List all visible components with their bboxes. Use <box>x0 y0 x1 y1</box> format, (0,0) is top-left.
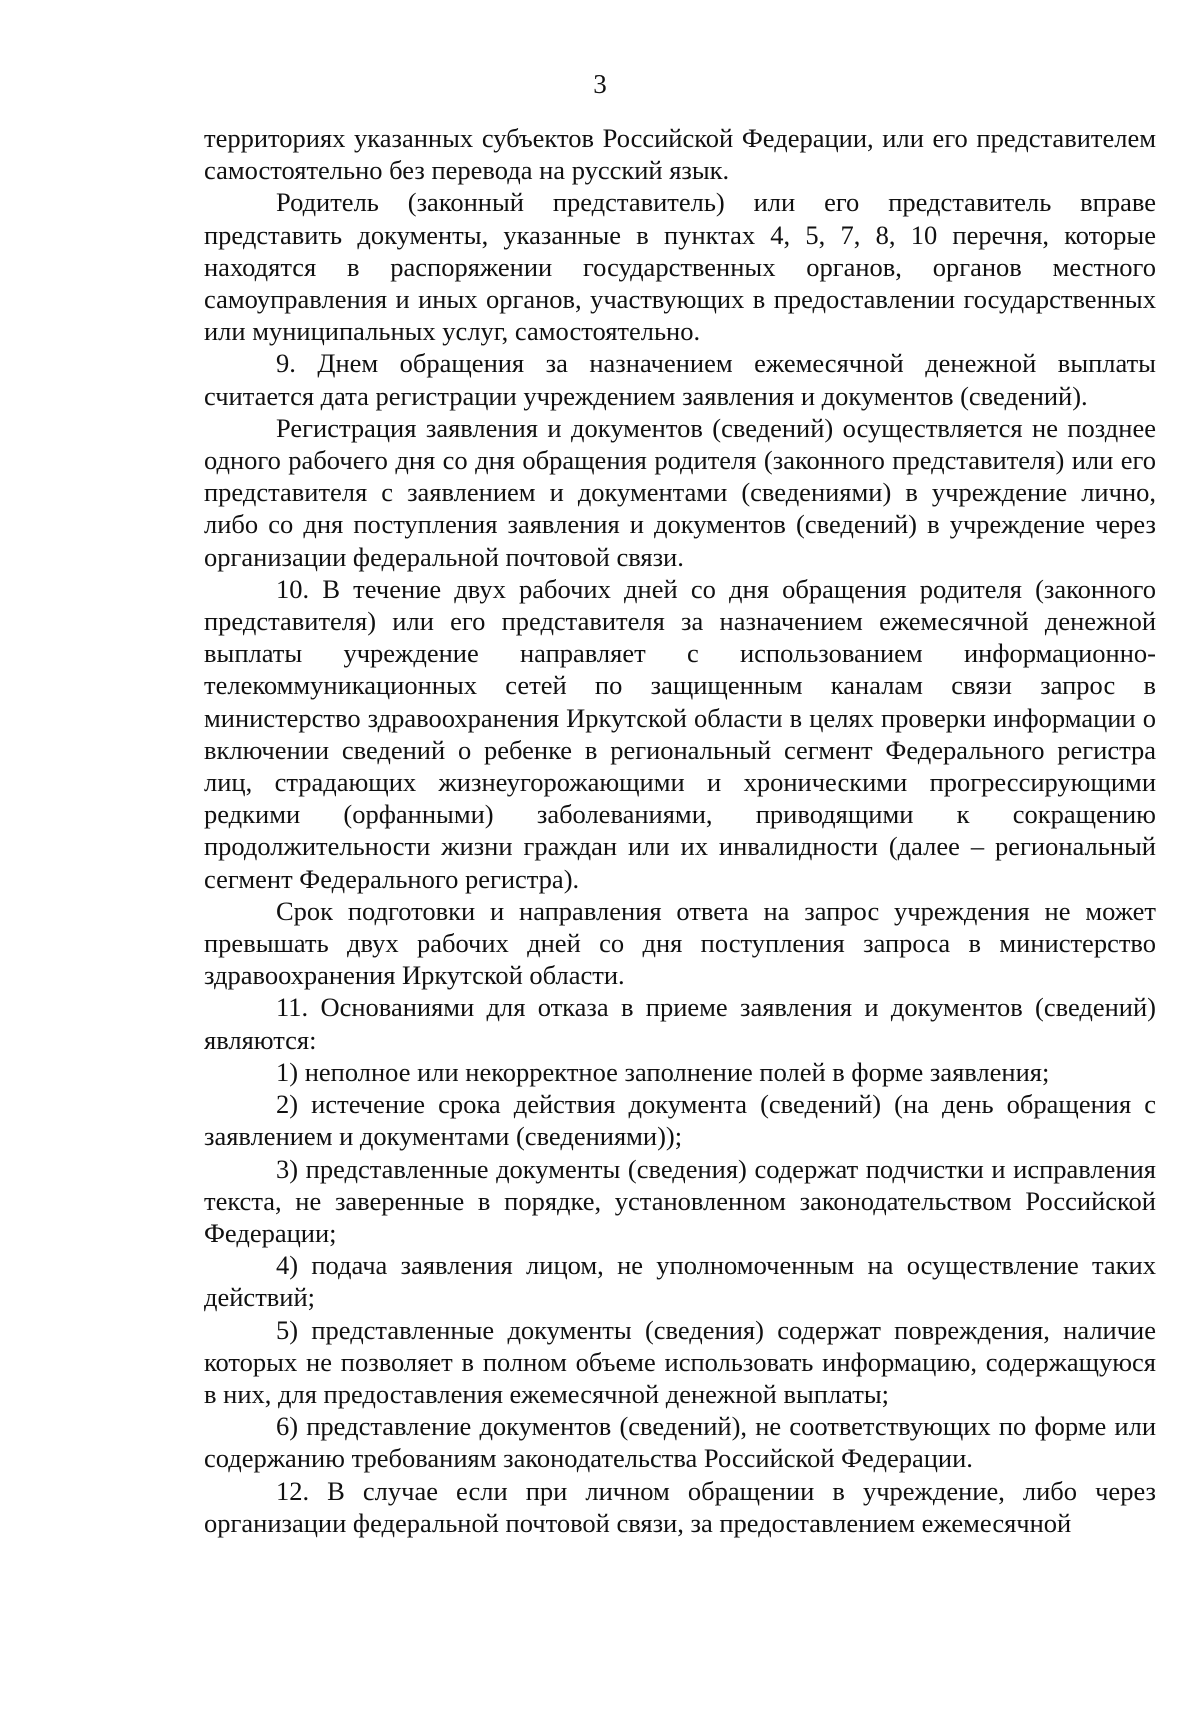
list-item: 4) подача заявления лицом, не уполномоченным на осуществление таких действий; <box>204 1250 1156 1313</box>
document-body <box>204 122 1156 1539</box>
list-item: 2) истечение срока действия документа (сведений) (на день обращения с заявлением и документами (сведениями)); <box>204 1089 1156 1152</box>
list-item: 3) представленные документы (сведения) содержат подчистки и исправления текста, не заверенные в порядке, установленном законодательством Российской Федерации; <box>204 1153 1156 1248</box>
list-item: 6) представление документов (сведений), не соответствующих по форме или содержанию требованиям законодательства Российской Федерации. <box>204 1411 1156 1474</box>
paragraph: 11. Основаниями для отказа в приеме заявления и документов (сведений) являются: <box>204 992 1156 1055</box>
list-item: 5) представленные документы (сведения) содержат повреждения, наличие которых не позволяет в полном объеме использовать информацию, содержащуюся в них, для предоставления ежемесячной денежной выплаты; <box>204 1314 1156 1409</box>
paragraph: Родитель (законный представитель) или его представитель вправе представить документы, указанные в пунктах 4, 5, 7, 8, 10 перечня, которые находятся в распоряжении государственных органов, органов местного самоуправления и иных органов, участвующих в предоставлении государственных или муниципальных услуг, самостоятельно. <box>204 187 1156 347</box>
page-number: 3 <box>593 69 607 99</box>
list-item: 1) неполное или некорректное заполнение полей в форме заявления; <box>276 1056 1050 1087</box>
paragraph: территориях указанных субъектов Российской Федерации, или его представителем самостоятельно без перевода на русский язык. <box>204 123 1156 186</box>
paragraph: 10. В течение двух рабочих дней со дня обращения родителя (законного представителя) или его представителя за назначением ежемесячной денежной выплаты учреждение направляет с использованием информационно-телекоммуникационных сетей по защищенным каналам связи запрос в министерство здравоохранения Иркутской области в целях проверки информации о включении сведений о ребенке в региональный сегмент Федерального регистра лиц, страдающих жизнеугорожающими и хроническими прогрессирующими редкими (орфанными) заболеваниями, приводящими к сокращению продолжительности жизни граждан или их инвалидности (далее – региональный сегмент Федерального регистра). <box>204 573 1156 894</box>
paragraph: 9. Днем обращения за назначением ежемесячной денежной выплаты считается дата регистрации учреждением заявления и документов (сведений). <box>204 348 1156 411</box>
paragraph: Срок подготовки и направления ответа на запрос учреждения не может превышать двух рабочих дней со дня поступления запроса в министерство здравоохранения Иркутской области. <box>204 895 1156 991</box>
paragraph: Регистрация заявления и документов (сведений) осуществляется не позднее одного рабочего дня со дня обращения родителя (законного представителя) или его представителя с заявлением и документами (сведениями) в учреждение лично, либо со дня поступления заявления и документов (сведений) в учреждение через организации федеральной почтовой связи. <box>204 412 1156 572</box>
paragraph: 12. В случае если при личном обращении в учреждение, либо через организации федеральной почтовой связи, за предоставлением ежемесячной <box>204 1475 1156 1538</box>
